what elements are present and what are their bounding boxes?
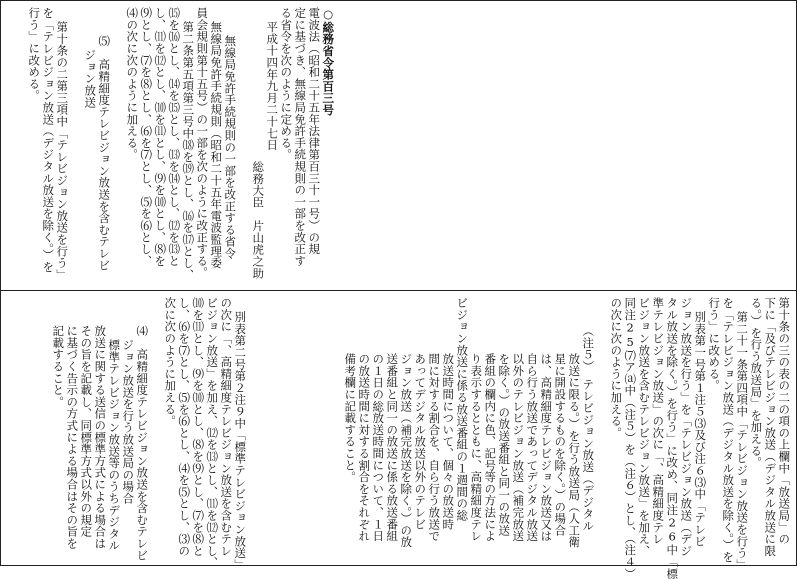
amendment-line: 次に次のように加える。 bbox=[163, 297, 178, 427]
amendment-line: ジョン放送を行う」を「テレビジョン放送（デジ bbox=[679, 297, 694, 557]
inserted-item: ⑸ 高精細度テレビジョン放送を含むテレビ bbox=[97, 35, 112, 271]
amendment-line: 員会規則第十五号）の一部を次のように改正する。 bbox=[195, 7, 210, 279]
inserted-item: ジョン放送を行う放送局の場合 bbox=[121, 339, 136, 505]
amendment-line: ⑷の次に次のように加える。 bbox=[125, 7, 140, 161]
inserted-item: 放送に関する送信の標準方式による場合は bbox=[93, 325, 108, 550]
amendment-line: ⑽を⑾とし、⑼を⑽とし、⑻を⑼とし、⑺を⑻と bbox=[191, 297, 206, 557]
note-line: 星に開設するものを除く。）の場合 bbox=[553, 353, 568, 537]
note-line: の１日の総放送時間について、１日 bbox=[371, 353, 386, 542]
enactment-date: 平成十四年九月二十七日 bbox=[265, 21, 280, 151]
amendment-line: 別表第二号第２注９中「標準テレビジョン放送」 bbox=[233, 311, 248, 571]
note-line: ビジョン放送に係る放送番組の１週間の総 bbox=[455, 297, 470, 522]
amendment-line: 別表第一号第１注５⑶及び注６⑶中「テレビ bbox=[693, 311, 708, 547]
inserted-item: に基づく告示の方式による場合はその旨を bbox=[65, 325, 80, 550]
note-line: 放送時間について、個々の放送時 bbox=[441, 353, 456, 530]
amendment-line: 無線局免許手続規則（昭和二十五年電波監理委 bbox=[209, 21, 224, 269]
amendment-line: の次に「、高精細度テレビジョン放送を含むテレ bbox=[219, 297, 234, 557]
inserted-item: 記載すること。 bbox=[51, 325, 66, 408]
amendment-line: 行う」に改める。 bbox=[27, 7, 42, 102]
amendment-line: 第二条第五項第三号中⒅を⒆とし、⒃を⒄とし、 bbox=[181, 21, 196, 281]
note-line: 間に対する割合を、自ら行う放送で bbox=[427, 353, 442, 542]
note-line: ジョン放送（補完放送を除く。）の放 bbox=[399, 353, 414, 548]
preamble-line: る省令を次のように定める。 bbox=[279, 7, 294, 161]
amendment-line: を「テレビジョン放送（デジタル放送を除く。）を bbox=[41, 7, 56, 273]
note-line: （注５） テレビジョン放送（デジタル bbox=[581, 325, 596, 532]
note-line: は、高精細度テレビジョン放送又は bbox=[539, 353, 554, 542]
preamble-line: 定に基づき、無線局免許手続規則の一部を改正す bbox=[293, 7, 308, 267]
note-line: の放送時間に対する割合をそれぞれ bbox=[357, 353, 372, 542]
amendment-line: 第十条の三の表の二の項の上欄中「放送局」の bbox=[777, 297, 792, 545]
ordinance-title: ○総務省令第百三号 bbox=[321, 7, 336, 116]
amendment-line: 同注25⑺ア⒜中（注５）を（注６）とし、（注４） bbox=[623, 297, 638, 579]
note-line: 番組の欄内に色、記号等の方法によ bbox=[483, 353, 498, 542]
amendment-line: 第二十一条第四項中「テレビジョン放送を行う」 bbox=[735, 311, 750, 571]
amendment-line: の次に次のように加える。 bbox=[609, 297, 624, 439]
note-line: 送番組と同一の放送に係る放送番組 bbox=[385, 353, 400, 542]
section-title: 無線局免許手続規則の一部を改正する省令 bbox=[223, 35, 238, 260]
amendment-line: し、⑹を⑺とし、⑸を⑹とし、⑷を⑸とし、⑶の bbox=[177, 297, 192, 557]
amendment-line: ⑼とし、⑺を⑻とし、⑹を⑺とし、⑸を⑹とし、 bbox=[139, 7, 154, 267]
amendment-line: ビジョン放送」を加え、⑿を⒀とし、⑾を⑿とし、 bbox=[205, 297, 220, 569]
preamble-line: 電波法（昭和二十五年法律第百三十一号）の規 bbox=[307, 7, 322, 255]
amendment-line: 準テレビジョン放送」の次に「、高精細度テレ bbox=[651, 297, 666, 545]
section-divider bbox=[1, 290, 797, 291]
note-line: 自ら行う放送であってデジタル放送 bbox=[525, 353, 540, 542]
amendment-line: ⒂を⒃とし、⒁を⒂とし、⒀を⒁とし、⑿を⒀と bbox=[167, 7, 182, 267]
amendment-line: る。）を行う放送局」を加える。 bbox=[749, 297, 764, 469]
note-line: り表示するとともに、高精細度テレ bbox=[469, 353, 484, 542]
note-line: あってデジタル放送以外のテレビ bbox=[413, 353, 428, 530]
minister-signature: 総務大臣 片山虎之助 bbox=[251, 161, 266, 279]
note-line: 以外のテレビジョン放送（補完放送 bbox=[511, 353, 526, 542]
amendment-line: 下に「及びテレビジョン放送（デジタル放送に限 bbox=[763, 297, 778, 557]
inserted-item: ⑷ 高精細度テレビジョン放送を含むテレビ bbox=[135, 325, 150, 561]
note-line: 備考欄に記載すること。 bbox=[343, 353, 358, 483]
amendment-line: し、⑾を⑿とし、⑽を⑾とし、⑼を⑽とし、⑻を bbox=[153, 7, 168, 267]
amendment-line: タル放送を除く。）を行う」に改め、同注26中「標 bbox=[665, 297, 680, 579]
amendment-line: 第十条の二第三項中「テレビジョン放送を行う」 bbox=[55, 21, 70, 281]
amendment-line: 行う」に改める。 bbox=[707, 297, 722, 392]
inserted-item: その旨を記載し、同標準方式以外の規定 bbox=[79, 325, 94, 538]
amendment-line: ビジョン放送を含むテレビジョン放送」を加え、 bbox=[637, 297, 652, 557]
inserted-item: 標準テレビジョン放送等のうちデジタル bbox=[107, 339, 122, 552]
note-line: を除く。）の放送番組と同一の放送 bbox=[497, 353, 512, 537]
amendment-line: を「テレビジョン放送（デジタル放送を除く。）を bbox=[721, 297, 736, 563]
inserted-item: ジョン放送 bbox=[83, 49, 98, 108]
note-line: 放送に限る。）を行う放送局（人工衛 bbox=[567, 353, 582, 548]
